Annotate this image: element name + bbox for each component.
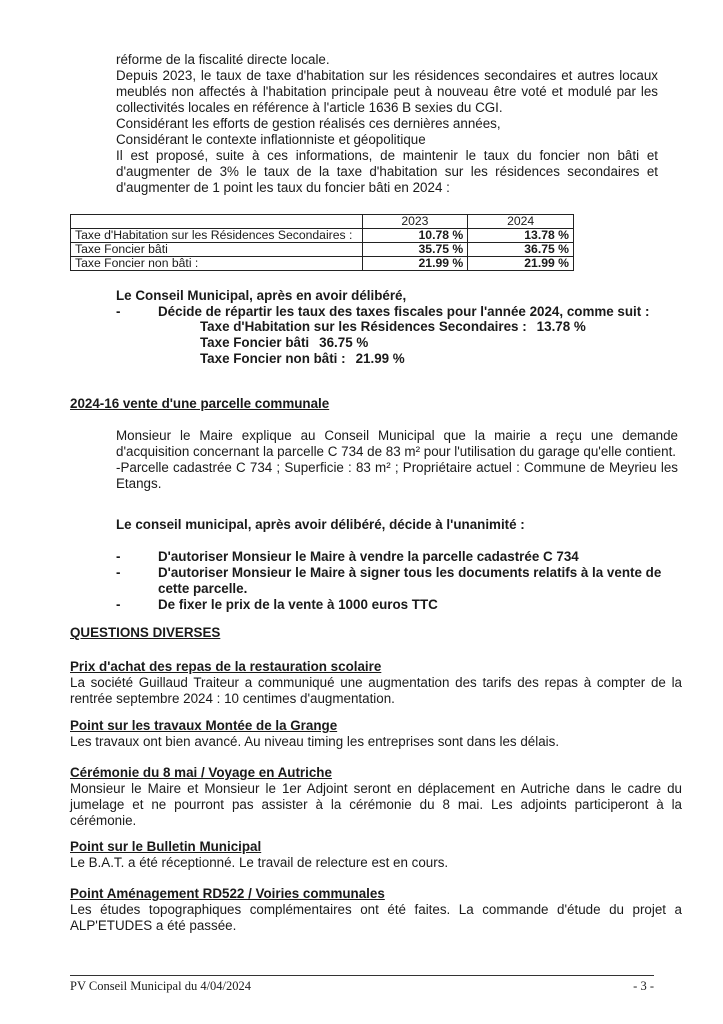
table-cell-value: 21.99 % [362, 257, 468, 271]
rate-label: Taxe Foncier bâti [200, 335, 310, 350]
subsection-title: Point sur le Bulletin Municipal [70, 839, 262, 854]
table-row [71, 257, 574, 271]
dash-marker: - [116, 549, 121, 564]
table-header-row [71, 215, 574, 229]
council-decision [116, 288, 676, 320]
table-row [71, 229, 574, 243]
paragraph-text: -Parcelle cadastrée C 734 ; Superficie : 83 m² ; Propriétaire actuel : Commune de Meyrieu les Etangs. [116, 460, 678, 491]
table-cell-value: 10.78 % [362, 229, 468, 243]
rate-value: 13.78 % [536, 319, 586, 334]
section-paragraph [116, 428, 678, 492]
list-item [116, 597, 681, 613]
rate-label: Taxe d'Habitation sur les Résidences Secondaires : [200, 319, 527, 334]
list-item [116, 565, 681, 597]
list-item [116, 549, 681, 565]
list-item-text: D'autoriser Monsieur le Maire à vendre la parcelle cadastrée C 734 [158, 549, 579, 564]
paragraph-text: Monsieur le Maire et Monsieur le 1er Adjoint seront en déplacement en Autriche dans le cadre du jumelage et ne pourront pas assister à la cérémonie du 8 mai. Les adjoints participeront à la cérémonie. [70, 781, 682, 828]
subsection-title: Prix d'achat des repas de la restauration scolaire [70, 659, 382, 674]
rate-value: 21.99 % [355, 351, 405, 366]
paragraph-text: Les travaux ont bien avancé. Au niveau timing les entreprises sont dans les délais. [70, 734, 560, 749]
table-header-cell [71, 215, 363, 229]
table-cell-value: 36.75 % [468, 243, 574, 257]
subsection-text [70, 855, 682, 871]
page-footer [70, 975, 654, 994]
table-cell-label: Taxe d'Habitation sur les Résidences Secondaires : [71, 229, 363, 243]
subsection-text [70, 675, 682, 707]
table-cell-value: 21.99 % [468, 257, 574, 271]
paragraph-text: Le B.A.T. a été réceptionné. Le travail de relecture est en cours. [70, 855, 449, 870]
subsection-text [70, 734, 682, 750]
intro-paragraph: Il est proposé, suite à ces informations, de maintenir le taux du foncier non bâti et d'augmenter de 3% le taux de la taxe d'habitation sur les résidences secondaires et d'augmenter de 1 point les taux du foncier bâti en 2024 : [116, 148, 658, 195]
section-title: QUESTIONS DIVERSES [70, 625, 221, 640]
subsection-text [70, 781, 682, 829]
decided-rates [200, 319, 586, 367]
table-cell-value: 35.75 % [362, 243, 468, 257]
subsection-title: Point sur les travaux Montée de la Grange [70, 718, 338, 733]
decision-text: Décide de répartir les taux des taxes fiscales pour l'année 2024, comme suit : [158, 304, 650, 319]
table-row [71, 243, 574, 257]
decision-intro: Le conseil municipal, après avoir délibéré, décide à l'unanimité : [116, 517, 525, 532]
subsection-title: Cérémonie du 8 mai / Voyage en Autriche [70, 765, 332, 780]
intro-line: réforme de la fiscalité directe locale. [116, 52, 330, 67]
decision-intro: Le Conseil Municipal, après en avoir délibéré, [116, 288, 407, 303]
dash-marker: - [116, 304, 121, 319]
subsection-text [70, 902, 682, 934]
tax-rate-table [70, 214, 574, 271]
paragraph-text: Monsieur le Maire explique au Conseil Municipal que la mairie a reçu une demande d'acquisition concernant la parcelle C 734 de 83 m² pour l'utilisation du garage qu'elle contient. [116, 428, 678, 459]
decision-line [116, 304, 676, 320]
intro-line: Considérant le contexte inflationniste et géopolitique [116, 132, 426, 147]
intro-text [116, 52, 658, 196]
rate-label: Taxe Foncier non bâti : [200, 351, 346, 366]
table-cell-label: Taxe Foncier non bâti : [71, 257, 363, 271]
table-cell-label: Taxe Foncier bâti [71, 243, 363, 257]
decision-list [116, 549, 681, 613]
section-title: 2024-16 vente d'une parcelle communale [70, 396, 330, 411]
rate-line [200, 351, 586, 367]
table-header-cell: 2024 [468, 215, 574, 229]
intro-line: Considérant les efforts de gestion réalisés ces dernières années, [116, 116, 501, 131]
rate-line [200, 335, 586, 351]
paragraph-text: Les études topographiques complémentaires ont été faites. La commande d'étude du projet a ALP'ETUDES a été passée. [70, 902, 682, 933]
dash-marker: - [116, 565, 121, 580]
rate-line [200, 319, 586, 335]
paragraph-text: La société Guillaud Traiteur a communiqué une augmentation des tarifs des repas à compter de la rentrée septembre 2024 : 10 centimes d'augmentation. [70, 675, 682, 706]
table-cell-value: 13.78 % [468, 229, 574, 243]
rate-value: 36.75 % [319, 335, 369, 350]
page-number: - 3 - [633, 979, 654, 993]
table-header-cell: 2023 [362, 215, 468, 229]
list-item-text: D'autoriser Monsieur le Maire à signer tous les documents relatifs à la vente de cette parcelle. [158, 565, 662, 596]
dash-marker: - [116, 597, 121, 612]
intro-paragraph: Depuis 2023, le taux de taxe d'habitation sur les résidences secondaires et autres locaux meublés non affectés à l'habitation principale peut à nouveau être voté et modulé par les collectivités locales en référence à l'article 1636 B sexies du CGI. [116, 68, 658, 115]
list-item-text: De fixer le prix de la vente à 1000 euros TTC [158, 597, 438, 612]
subsection-title: Point Aménagement RD522 / Voiries communales [70, 886, 385, 901]
footer-title: PV Conseil Municipal du 4/04/2024 [70, 979, 252, 993]
